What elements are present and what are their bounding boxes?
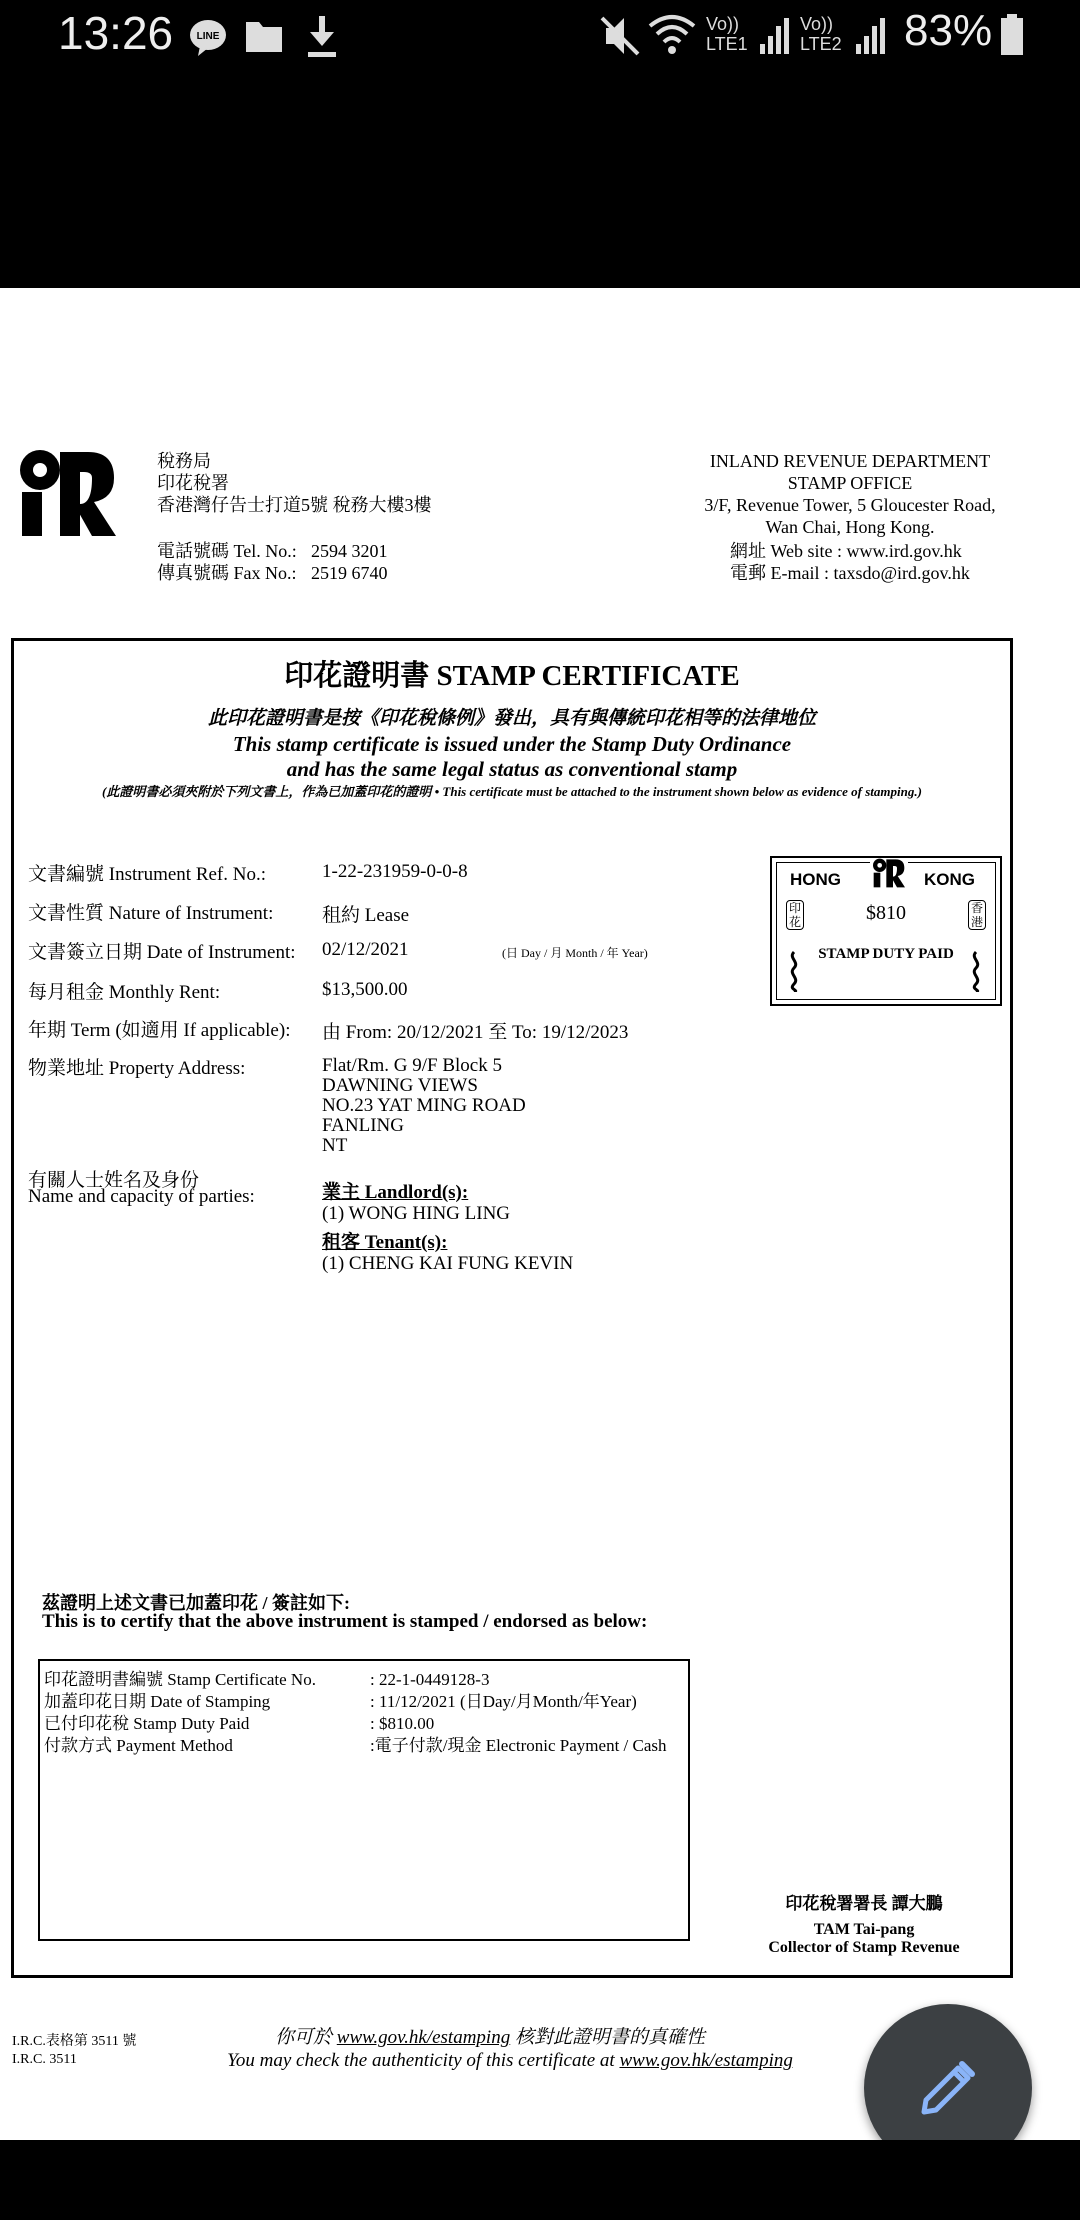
svg-text:LINE: LINE [196,31,220,42]
certify-text-en: This is to certify that the above instrument is stamped / endorsed as below: [42,1611,648,1632]
stamp-cert-no-label: 印花證明書編號 Stamp Certificate No. [44,1670,316,1689]
stamp-hong: HONG [790,870,841,889]
stamp-duty-paid-text: STAMP DUTY PAID [818,946,954,962]
landlord-name: (1) WONG HING LING [322,1203,511,1224]
term-label: 年期 Term (如適用 If applicable): [28,1020,291,1041]
estamping-link[interactable]: www.gov.hk/estamping [619,2050,793,2071]
signal-bars-icon [856,16,886,54]
stamp-side-right: 香港 [968,900,986,930]
date-value: 02/12/2021 [322,939,409,960]
ird-logo [18,448,118,538]
parties-label-en: Name and capacity of parties: [28,1186,255,1207]
header-zh-office: 印花稅署 [157,473,229,493]
duty-paid: : $810.00 [370,1714,435,1733]
header-zh-dept: 稅務局 [157,451,211,471]
address-line: Flat/Rm. G 9/F Block 5 [322,1055,502,1076]
battery-percent: 83% [904,6,993,55]
check-authenticity-en: You may check the authenticity of this certificate at www.gov.hk/estamping [227,2050,793,2071]
header-fax: 2519 6740 [311,563,388,583]
date-format-hint: (日 Day / 月 Month / 年 Year) [502,946,648,960]
status-time: 13:26 [58,7,174,59]
certificate-title: 印花證明書 STAMP CERTIFICATE [284,660,740,692]
certificate-note: (此證明書必須夾附於下列文書上，作為已加蓋印花的證明 • This certificate must be attached to the instrument shown below as evidence of stamping.) [102,784,922,799]
estamping-link[interactable]: www.gov.hk/estamping [336,2027,511,2048]
stamp-ornament-icon [786,950,802,992]
address-line: DAWNING VIEWS [322,1075,478,1096]
certificate-box [11,638,1013,1978]
collector-title-en: Collector of Stamp Revenue [768,1939,960,1956]
rent-label: 每月租金 Monthly Rent: [28,982,221,1003]
header-en-addr2: Wan Chai, Hong Kong. [765,517,935,537]
nature-value: 租約 Lease [322,905,410,926]
header-tel-label: 電話號碼 Tel. No.: [157,541,297,561]
form-number-en: I.R.C. 3511 [12,2052,77,2067]
tenant-name: (1) CHENG KAI FUNG KEVIN [322,1253,574,1274]
folder-icon [244,18,284,54]
status-bar [0,0,1080,288]
address-line: FANLING [322,1115,404,1136]
header-en-addr1: 3/F, Revenue Tower, 5 Gloucester Road, [704,495,996,515]
stamp-date: : 11/12/2021 (日Day/月Month/年Year) [370,1692,637,1711]
download-icon [304,14,340,58]
wifi-icon [648,12,696,56]
document-page[interactable] [0,288,1080,2140]
endorsement-box [38,1659,690,1941]
signal-bars-icon [760,16,790,54]
ref-label: 文書編號 Instrument Ref. No.: [28,864,267,885]
sim2-label: Vo)) LTE2 [800,14,842,54]
form-number-zh: I.R.C.表格第 3511 號 [12,2034,137,2049]
header-zh-address: 香港灣仔告士打道5號 稅務大樓3樓 [157,495,432,515]
stamp-amount: $810 [866,902,906,924]
certificate-subtitle-zh: 此印花證明書是按《印花稅條例》發出，具有與傳統印花相等的法律地位 [207,708,816,729]
header-fax-label: 傳真號碼 Fax No.: [157,563,297,583]
sim1-label: Vo)) LTE1 [706,14,748,54]
stamp-duty-paid-stamp [770,856,1002,1006]
address-label: 物業地址 Property Address: [28,1058,246,1079]
stamp-cert-no: : 22-1-0449128-3 [370,1670,490,1689]
check-authenticity-zh: 你可於 www.gov.hk/estamping 核對此證明書的真確性 [275,2027,705,2048]
certify-text-zh: 茲證明上述文書已加蓋印花 / 簽註如下: [42,1593,350,1613]
payment-method-label: 付款方式 Payment Method [44,1736,233,1755]
pencil-edit-icon [916,2056,980,2120]
header-email: 電郵 E-mail : taxsdo@ird.gov.hk [730,563,970,583]
header-website: 網址 Web site : www.ird.gov.hk [730,541,962,561]
stamp-ornament-icon [968,950,984,992]
collector-name: TAM Tai-pang [813,1921,915,1938]
nature-label: 文書性質 Nature of Instrument: [28,903,274,924]
ref-value: 1-22-231959-0-0-8 [322,861,468,882]
tenant-heading: 租客 Tenant(s): [322,1232,448,1253]
address-line: NO.23 YAT MING ROAD [322,1095,526,1116]
parties-label-zh: 有關人士姓名及身份 [28,1170,200,1191]
stamp-date-label: 加蓋印花日期 Date of Stamping [44,1692,271,1711]
payment-method: :電子付款/現金 Electronic Payment / Cash [370,1736,667,1755]
stamp-side-left: 印花 [786,900,804,930]
header-en-office: STAMP OFFICE [787,473,913,493]
collector-title-zh: 印花稅署署長 譚大鵬 [785,1894,943,1913]
term-value: 由 From: 20/12/2021 至 To: 19/12/2023 [322,1022,629,1043]
duty-paid-label: 已付印花稅 Stamp Duty Paid [44,1714,250,1733]
certificate-subtitle-en1: This stamp certificate is issued under the Stamp Duty Ordinance [232,732,792,756]
address-line: NT [322,1135,348,1156]
landlord-heading: 業主 Landlord(s): [322,1182,469,1203]
line-app-icon [188,18,228,58]
certificate-subtitle-en2: and has the same legal status as conventional stamp [286,757,738,781]
mute-icon [600,14,640,58]
stamp-kong: KONG [924,870,975,889]
rent-value: $13,500.00 [322,979,408,1000]
header-en-dept: INLAND REVENUE DEPARTMENT [709,451,991,471]
date-label: 文書簽立日期 Date of Instrument: [28,942,296,963]
navigation-bar [0,2140,1080,2220]
battery-icon [1000,14,1024,56]
header-tel: 2594 3201 [311,541,388,561]
stamp-ird-logo [870,858,908,888]
